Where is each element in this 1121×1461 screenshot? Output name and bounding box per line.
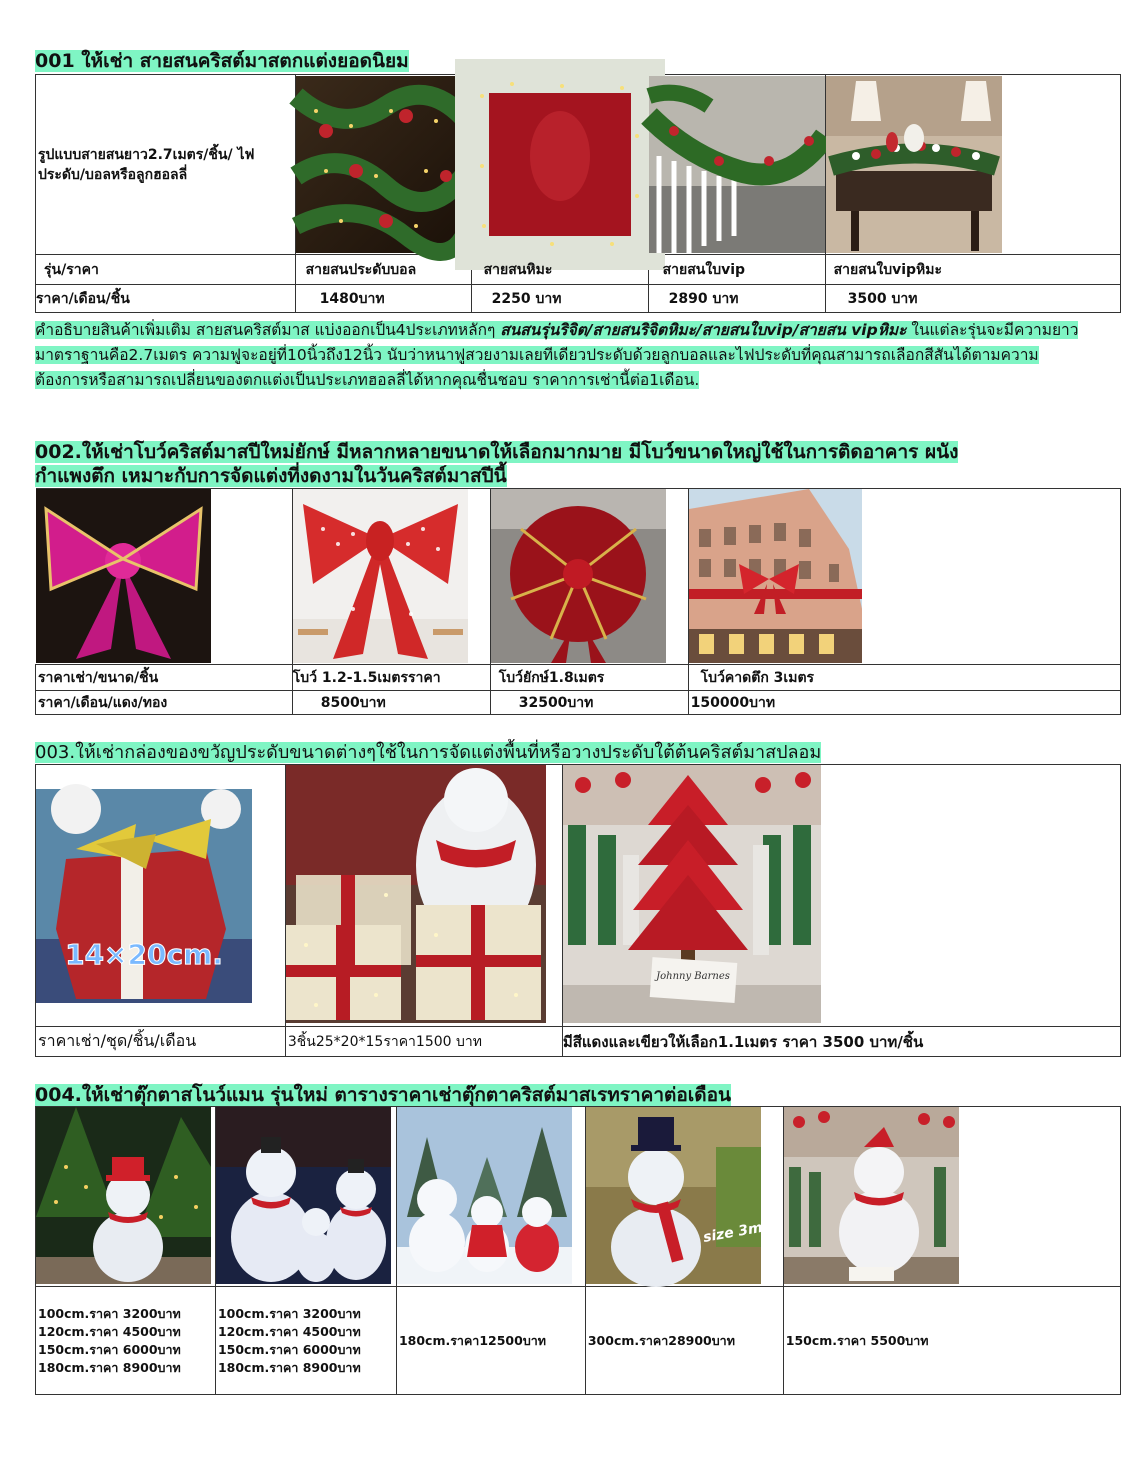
garland-description: รูปแบบสายสนยาว2.7เมตร/ชิ้น/ ไฟประดับ/บอลหรือลูกฮอลลี่ [38, 146, 255, 183]
garland-price-1: 1480บาท [295, 285, 471, 313]
giant-snowman-photo [586, 1107, 769, 1284]
section-003-title: 003.ให้เช่ากล่องของขวัญประดับขนาดต่างๆใช้ในการจัดแต่งพื้นที่หรือวางประดับใต้ต้นคริสต์มาสปลอม [35, 742, 822, 763]
snowman-shop-photo [784, 1107, 959, 1284]
price-tag-text: Johnny Barnes [655, 971, 730, 982]
snowman-price-2d: 180cm.ราคา 8900บาท [217, 1359, 361, 1375]
gift-price-label: ราคาเช่า/ชุด/ชิ้น/เดือน [36, 1027, 286, 1057]
garland-name-1: สายสนประดับบอล [295, 255, 471, 285]
bow-price-label: ราคา/เดือน/แดง/ทอง [36, 691, 293, 715]
section-002-title-2: กำแพงตึก เหมาะกับการจัดแต่งที่งดงามในวันคริสต์มาสปีนี้ [35, 465, 507, 487]
vip-garland-photo [649, 76, 825, 253]
garland-photo-2 [471, 75, 648, 255]
garland-photo-4 [825, 75, 1120, 255]
garland-name-2: สายสนหิมะ [471, 255, 648, 285]
garland-description-paragraph [35, 318, 1080, 393]
gift-photo-1 [36, 765, 286, 1027]
gift-box-table [35, 764, 1121, 1057]
snowman-price-1d: 180cm.ราคา 8900บาท [38, 1359, 181, 1375]
snowman-size-caption: size 3m. [701, 1218, 769, 1246]
giant-bow-photo [491, 489, 666, 663]
red-dot-bow-photo [293, 489, 468, 663]
lighted-gift-boxes-photo [286, 765, 546, 1023]
para-details: ในแต่ละรุ่นจะมีความยาวมาตราฐานคือ2.7เมตร ความฟูจะอยู่ที่10นิ้วถึง12นิ้ว นับว่าหนาฟูสวยงามเลยทีเดียวประดับด้วยลูกบอลและไฟประดับที่คุณสามารถเลือกสีสันได้ตามความต้องการหรือสามารถเปลี่ยนของตกแต่งเป็นประเภทฮอลลี่ได้หากคุณชื่นชอบ ราคาการเช่านี้ต่อ1เดือน. [35, 321, 1079, 389]
garland-table [35, 74, 1121, 313]
para-intro: คำอธิบายสินค้าเพิ่มเติม สายสนคริสต์มาส แบ่งออกเป็น4ประเภทหลักๆ [35, 321, 501, 339]
garland-photo-3 [648, 75, 825, 255]
snowman-photo-5 [783, 1107, 1120, 1287]
snowman-photo-4 [585, 1107, 783, 1287]
gift-size-caption: 14×20cm. [65, 937, 223, 971]
garland-photo-1 [295, 75, 471, 255]
bow-name-1: โบว์ 1.2-1.5เมตรราคา [292, 665, 490, 691]
garland-ball-photo [296, 76, 471, 253]
bow-table [35, 488, 1121, 715]
para-models: สนสนรุ่นริจิต/สายสนริจิตหิมะ/สายสนใบvip/สายสน vipหิมะ [500, 321, 907, 339]
snowman-photo-2 [215, 1107, 396, 1287]
snowman-price-5: 150cm.ราคา 5500บาท [785, 1332, 929, 1348]
snowman-price-1b: 120cm.ราคา 4500บาท [38, 1323, 181, 1339]
bow-photo-4 [688, 489, 1120, 665]
snowman-price-cell-5 [783, 1287, 1120, 1395]
section-001-title: 001 ให้เช่า สายสนคริสต์มาสตกแต่งยอดนิยม [35, 50, 409, 72]
bow-photo-3 [490, 489, 688, 665]
bow-name-2: โบว์ยักษ์1.8เมตร [490, 665, 688, 691]
snowman-price-cell-4 [585, 1287, 783, 1395]
gift-price-1: 3ชิ้น25*20*15ราคา1500 บาท [285, 1027, 562, 1057]
bow-price-2: 32500บาท [490, 691, 688, 715]
red-tree-photo [563, 765, 821, 1023]
vip-snow-garland-photo [826, 76, 1002, 253]
garland-price-4: 3500 บาท [825, 285, 1120, 313]
snowman-price-2a: 100cm.ราคา 3200บาท [217, 1305, 361, 1321]
gift-box-photo [36, 789, 252, 1003]
gift-size-caption-group [65, 938, 223, 971]
snowman-price-cell-1 [36, 1287, 216, 1395]
garland-price-label: ราคา/เดือน/ชิ้น [36, 285, 296, 313]
snowman-price-1c: 150cm.ราคา 6000บาท [38, 1341, 181, 1357]
section-004-title: 004.ให้เช่าตุ๊กตาสโนว์แมน รุ่นใหม่ ตารางราคาเช่าตุ๊กตาคริสต์มาสเรทราคาต่อเดือน [35, 1084, 731, 1106]
snowman-price-cell-3 [396, 1287, 585, 1395]
bow-photo-2 [292, 489, 490, 665]
snowman-price-cell-2 [215, 1287, 396, 1395]
snowman-price-2b: 120cm.ราคา 4500บาท [217, 1323, 361, 1339]
snowman-snow-scene-photo [397, 1107, 572, 1284]
snowman-table [35, 1106, 1121, 1395]
garland-price-2: 2250 บาท [471, 285, 648, 313]
section-002-title: 002.ให้เช่าโบว์คริสต์มาสปีใหม่ยักษ์ มีหลากหลายขนาดให้เลือกมากมาย มีโบว์ขนาดใหญ่ใช้ในการติดอาคาร ผนัง [35, 441, 959, 463]
gift-photo-3 [562, 765, 1120, 1027]
snowman-photo-3 [396, 1107, 585, 1287]
garland-description-cell [36, 75, 296, 255]
bow-name-3: โบว์คาดตึก 3เมตร [688, 665, 1120, 691]
bow-price-1: 8500บาท [292, 691, 490, 715]
garland-model-label: รุ่น/ราคา [36, 255, 296, 285]
gift-price-2: มีสีแดงและเขียวให้เลือก1.1เมตร ราคา 3500 บาท/ชิ้น [562, 1027, 1120, 1057]
garland-name-4: สายสนใบvipหิมะ [825, 255, 1120, 285]
pink-bow-photo [36, 489, 211, 663]
snowman-tree-photo [36, 1107, 211, 1284]
snow-garland-photo [472, 76, 648, 253]
snowman-family-photo [216, 1107, 391, 1284]
bow-price-3: 150000บาท [688, 691, 1120, 715]
snowman-photo-1 [36, 1107, 216, 1287]
bow-size-label: ราคาเช่า/ขนาด/ชิ้น [36, 665, 293, 691]
snowman-price-4: 300cm.ราคา28900บาท [587, 1332, 735, 1348]
bow-photo-1 [36, 489, 293, 665]
snowman-price-1a: 100cm.ราคา 3200บาท [38, 1305, 181, 1321]
garland-price-3: 2890 บาท [648, 285, 825, 313]
snowman-price-2c: 150cm.ราคา 6000บาท [217, 1341, 361, 1357]
building-bow-photo [689, 489, 862, 663]
snowman-price-3: 180cm.ราคา12500บาท [398, 1332, 547, 1348]
garland-name-3: สายสนใบvip [648, 255, 825, 285]
gift-photo-2 [285, 765, 562, 1027]
